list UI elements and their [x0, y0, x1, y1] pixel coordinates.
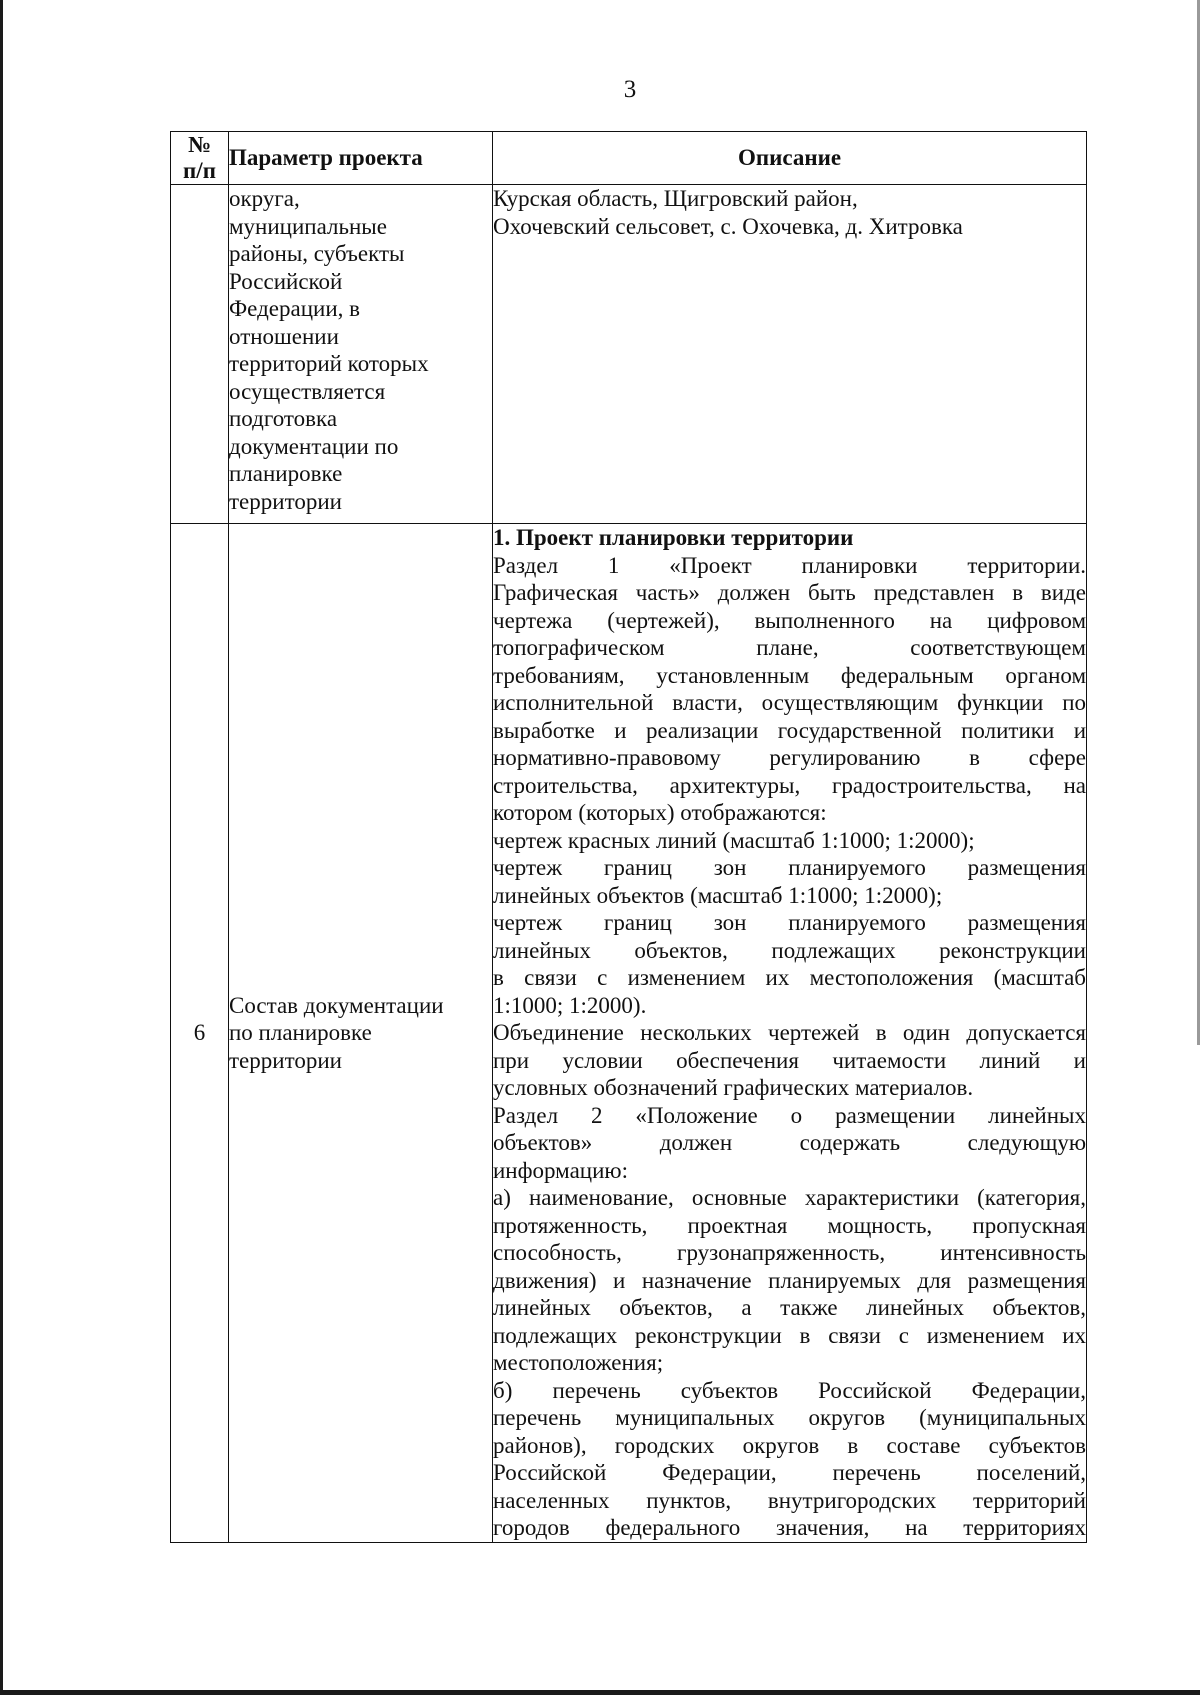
text-line: Графическая часть» должен быть представлен в виде	[493, 580, 1086, 605]
text-line: требованиям, установленным федеральным органом	[493, 662, 1086, 688]
text-line: в связи с изменением их местоположения (масштаб	[493, 965, 1086, 990]
text-line: районы, субъекты	[229, 241, 405, 266]
text-line: Курская область, Щигровский район,	[493, 186, 858, 211]
text-line: чертеж красных линий (масштаб 1:1000; 1:2000);	[493, 827, 975, 853]
text-line: Федерации, в	[229, 296, 360, 321]
text-line: линейных объектов, подлежащих реконструкции	[493, 937, 1086, 963]
header-number	[171, 132, 229, 185]
text-line: Раздел 2 «Положение о размещении линейных	[493, 1102, 1086, 1128]
text-line: способность, грузонапряженность, интенсивность	[493, 1240, 1086, 1265]
table-header-row	[171, 132, 1087, 185]
text-line: муниципальные	[229, 213, 387, 239]
description-body	[493, 552, 1086, 1542]
row-description-cell	[493, 524, 1087, 1543]
text-line: чертеж границ зон планируемого размещения	[493, 910, 1086, 935]
section-heading: 1. Проект планировки территории	[493, 525, 854, 550]
text-line: Российской Федерации, перечень поселений,	[493, 1460, 1086, 1485]
text-line: линейных объектов, а также линейных объектов,	[493, 1295, 1086, 1320]
text-line: а) наименование, основные характеристики (категория,	[493, 1185, 1086, 1210]
table-row	[171, 185, 1087, 524]
text-line: условных обозначений графических материалов.	[493, 1075, 974, 1100]
text-line: нормативно-правовому регулированию в сфере	[493, 745, 1086, 770]
text-line: чертежа (чертежей), выполненного на цифровом	[493, 607, 1086, 633]
text-line: при условии обеспечения читаемости линий и	[493, 1047, 1086, 1073]
text-line: выработке и реализации государственной политики и	[493, 717, 1086, 743]
row-parameter-cell	[229, 524, 493, 1543]
text-line: территорий которых	[229, 351, 429, 376]
page-number: 3	[623, 76, 637, 103]
text-line: объектов» должен содержать следующую	[493, 1130, 1086, 1155]
text-line: Охочевский сельсовет, с. Охочевка, д. Хитровка	[493, 213, 963, 239]
text-line: 1:1000; 1:2000).	[493, 992, 647, 1018]
row-description-cell	[493, 185, 1087, 524]
project-parameters-table	[170, 131, 1087, 1543]
header-number-line: №	[187, 132, 212, 157]
text-line: информацию:	[493, 1157, 628, 1183]
text-line: осуществляется	[229, 378, 386, 404]
text-line: строительства, архитектуры, градостроительства, на	[493, 772, 1086, 798]
text-line: городов федерального значения, на территориях	[493, 1515, 1086, 1540]
text-line: движения) и назначение планируемых для размещения	[493, 1267, 1086, 1293]
text-line: населенных пунктов, внутригородских территорий	[493, 1487, 1086, 1513]
row-number-cell	[171, 185, 229, 524]
row-parameter-cell	[229, 185, 493, 524]
scan-edge-bottom	[0, 1690, 1200, 1695]
text-line: отношении	[229, 323, 339, 349]
header-parameter: Параметр проекта	[229, 132, 493, 185]
table-row	[171, 524, 1087, 1543]
text-line: подлежащих реконструкции в связи с изменением их	[493, 1322, 1086, 1348]
text-line: линейных объектов (масштаб 1:1000; 1:2000);	[493, 882, 943, 908]
text-line: по планировке	[229, 1020, 372, 1045]
text-line: подготовка	[229, 406, 338, 431]
row-number-cell: 6	[171, 524, 229, 1543]
text-line: округа,	[229, 186, 300, 211]
text-line: протяженность, проектная мощность, пропускная	[493, 1212, 1086, 1238]
text-line: местоположения;	[493, 1350, 664, 1375]
text-line: Объединение нескольких чертежей в один допускается	[493, 1020, 1086, 1045]
text-line: районов), городских округов в составе субъектов	[493, 1432, 1086, 1458]
text-line: котором (которых) отображаются:	[493, 800, 827, 825]
text-line: планировке	[229, 461, 343, 486]
scan-edge-left	[0, 0, 3, 1695]
text-line: топографическом плане, соответствующем	[493, 635, 1086, 660]
text-line: документации по	[229, 433, 399, 459]
text-line: территории	[229, 1047, 342, 1073]
text-line: Российской	[229, 268, 343, 294]
text-line: чертеж границ зон планируемого размещения	[493, 855, 1086, 880]
text-line: исполнительной власти, осуществляющим функции по	[493, 690, 1086, 715]
text-line: б) перечень субъектов Российской Федерации,	[493, 1377, 1086, 1403]
header-description: Описание	[493, 132, 1087, 185]
text-line: Раздел 1 «Проект планировки территории.	[493, 552, 1086, 578]
text-line: Состав документации	[229, 992, 444, 1018]
text-line: перечень муниципальных округов (муниципальных	[493, 1405, 1086, 1430]
header-number-line: п/п	[183, 158, 216, 183]
text-line: территории	[229, 488, 342, 514]
